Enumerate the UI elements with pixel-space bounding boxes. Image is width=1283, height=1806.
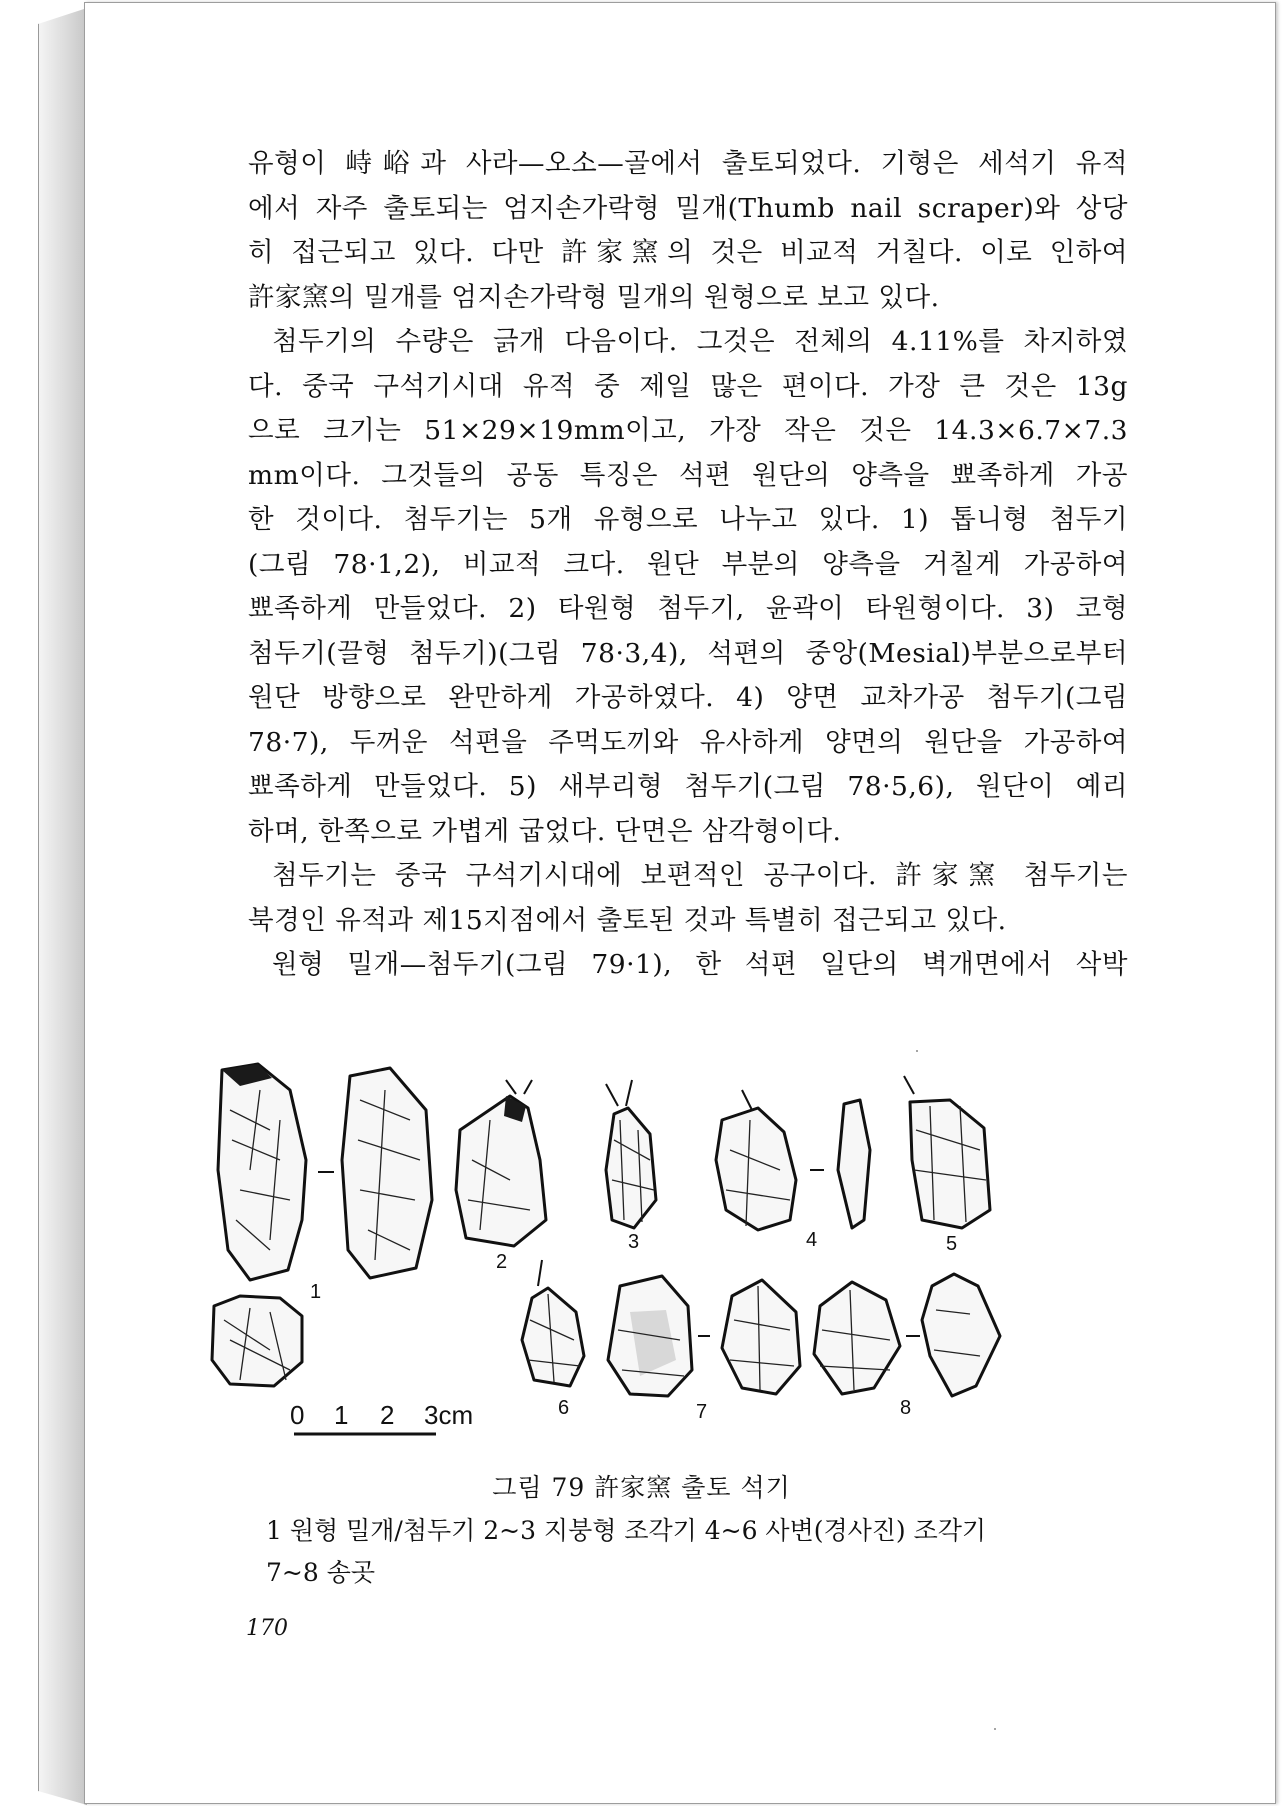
text-line: 뾰족하게 만들었다. 2) 타원형 첨두기, 윤곽이 타원형이다. 3) 코형 xyxy=(248,593,1128,624)
text-line: 유형이 峙峪과 사라—오소—골에서 출토되었다. 기형은 세석기 유적 xyxy=(248,148,1128,179)
tool-6-drawing xyxy=(522,1260,584,1386)
scale-tick-2: 2 xyxy=(380,1400,395,1430)
figure-caption-body xyxy=(266,1510,1146,1594)
tool-1-front-view xyxy=(218,1064,306,1280)
figure-label-2: 2 xyxy=(496,1251,508,1273)
text-line: 히 접근되고 있다. 다만 許家窯의 것은 비교적 거칠다. 이로 인하여 xyxy=(248,237,1128,268)
text-line: 뾰족하게 만들었다. 5) 새부리형 첨두기(그림 78·5,6), 원단이 예리 xyxy=(248,771,1128,802)
figure-label-5: 5 xyxy=(946,1233,958,1255)
figure-caption-title: 그림 79 許家窯 출토 석기 xyxy=(492,1473,791,1502)
tool-7-drawing xyxy=(608,1276,800,1396)
text-line: 으로 크기는 51×29×19mm이고, 가장 작은 것은 14.3×6.7×7.3 xyxy=(248,415,1128,446)
scale-tick-1: 1 xyxy=(334,1400,349,1430)
scan-speck xyxy=(916,1050,918,1052)
figure-label-4: 4 xyxy=(806,1229,818,1251)
figure-label-8: 8 xyxy=(900,1397,912,1419)
text-line: 첨두기(끌형 첨두기)(그림 78·3,4), 석편의 중앙(Mesial)부분으로부터 xyxy=(248,637,1128,669)
text-line: 許家窯의 밀개를 엄지손가락형 밀개의 원형으로 보고 있다. xyxy=(248,281,940,313)
tool-1-bottom-view xyxy=(212,1296,302,1386)
figure-label-7: 7 xyxy=(696,1401,708,1423)
text-line: 한 것이다. 첨두기는 5개 유형으로 나누고 있다. 1) 톱니형 첨두기 xyxy=(248,504,1128,535)
tool-5-drawing xyxy=(904,1076,990,1228)
scale-bar xyxy=(290,1400,473,1434)
tool-8-drawing xyxy=(814,1274,1000,1396)
tool-3-drawing xyxy=(606,1080,656,1228)
scan-speck xyxy=(994,1728,996,1730)
text-line: mm이다. 그것들의 공동 특징은 석편 원단의 양측을 뾰족하게 가공 xyxy=(248,459,1128,491)
tool-1-side-view xyxy=(342,1068,432,1278)
tool-4-drawing xyxy=(716,1090,870,1230)
stone-tools-figure xyxy=(210,1050,1160,1480)
caption-line: 7~8 송곳 xyxy=(266,1558,376,1587)
text-line: 첨두기는 중국 구석기시대에 보편적인 공구이다. 許家窯 첨두기는 xyxy=(272,860,1128,891)
page-number: 170 xyxy=(246,1616,288,1641)
figure-label-3: 3 xyxy=(628,1231,640,1253)
figure-label-6: 6 xyxy=(558,1397,570,1419)
text-line: 에서 자주 출토되는 엄지손가락형 밀개(Thumb nail scraper)와 상당 xyxy=(248,192,1128,224)
text-line: 첨두기의 수량은 긁개 다음이다. 그것은 전체의 4.11%를 차지하였 xyxy=(272,326,1128,357)
scale-tick-0: 0 xyxy=(290,1400,305,1430)
text-line: 78·7), 두꺼운 석편을 주먹도끼와 유사하게 양면의 원단을 가공하여 xyxy=(248,726,1128,758)
stone-tools-drawing xyxy=(210,1050,1160,1480)
text-line: 원형 밀개—첨두기(그림 79·1), 한 석편 일단의 벽개면에서 삭박 xyxy=(272,949,1128,980)
text-line: (그림 78·1,2), 비교적 크다. 원단 부분의 양측을 거칠게 가공하여 xyxy=(248,548,1128,580)
text-line: 다. 중국 구석기시대 유적 중 제일 많은 편이다. 가장 큰 것은 13g xyxy=(248,370,1128,402)
body-text xyxy=(248,142,1128,988)
text-line: 하며, 한쪽으로 가볍게 굽었다. 단면은 삼각형이다. xyxy=(248,815,842,847)
tool-2-drawing xyxy=(456,1080,546,1246)
book-edge xyxy=(38,8,87,1805)
text-line: 원단 방향으로 완만하게 가공하였다. 4) 양면 교차가공 첨두기(그림 xyxy=(248,682,1128,713)
text-line: 북경인 유적과 제15지점에서 출토된 것과 특별히 접근되고 있다. xyxy=(248,904,1007,936)
caption-line: 1 원형 밀개/첨두기 2~3 지붕형 조각기 4~6 사변(경사진) 조각기 xyxy=(266,1516,987,1545)
figure-label-1: 1 xyxy=(310,1281,322,1303)
scale-tick-3: 3cm xyxy=(424,1400,474,1430)
